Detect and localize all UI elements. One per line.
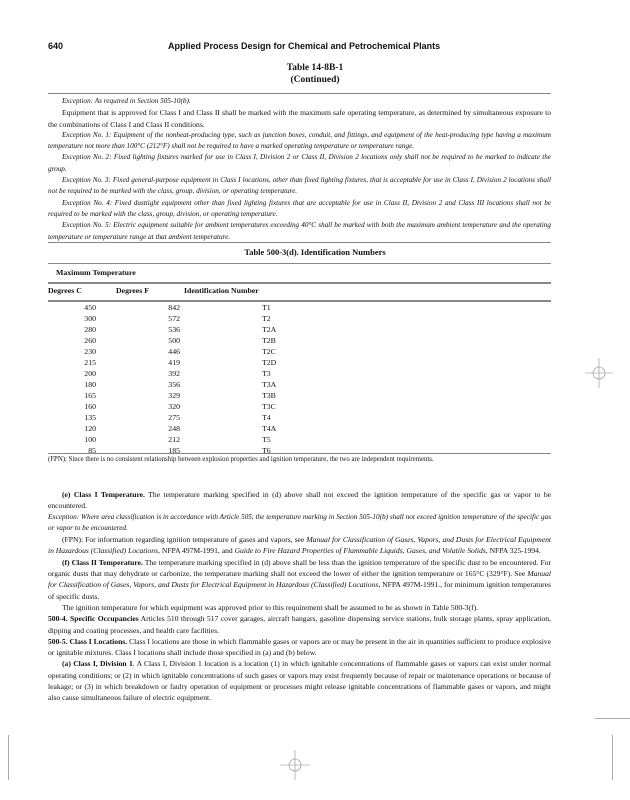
table-cell: 135 <box>84 413 96 422</box>
paragraph: Exception No. 2: Fixed lighting fixtures marked for use in Class I, Division 2 or Class II, Division 2 locations only shall not be required to be marked to indicate the group. <box>48 153 551 173</box>
table-row <box>48 302 276 313</box>
table-cell: 212 <box>168 435 180 444</box>
table-cell: 230 <box>84 347 96 356</box>
table-subtitle: (Continued) <box>290 75 340 85</box>
table-cell: T4A <box>262 424 277 433</box>
table-cell: 450 <box>84 303 96 312</box>
column-header: Degrees C <box>48 286 82 295</box>
table-cell: T4 <box>262 413 271 422</box>
section-label: 500-4. Specific Occupancies <box>48 614 139 624</box>
text: Manual for Classification of Gases, Vapors, and Dusts for Electrical Equipment in Hazardous (Classified) Locations <box>48 535 551 556</box>
section-label: (e) Class I Temperature. <box>62 490 145 499</box>
table-cell: T3A <box>262 380 277 389</box>
running-title: Applied Process Design for Chemical and Petrochemical Plants <box>168 41 441 51</box>
paragraph: Equipment that is approved for Class I and Class II shall be marked with the maximum safe operating temperature, as determined by simultaneous exposure to the combinations of Class I and Class II conditions. <box>48 108 551 129</box>
table-row <box>48 346 276 357</box>
divider <box>48 282 551 284</box>
table-row <box>48 423 276 434</box>
table-cell: T3C <box>262 402 276 411</box>
table-cell: 120 <box>84 424 96 433</box>
divider <box>48 93 551 94</box>
table-cell: 185 <box>168 446 180 455</box>
divider <box>48 453 551 454</box>
page-number: 640 <box>48 41 64 51</box>
table-cell: 500 <box>168 336 180 345</box>
text: , NFPA 497M-1991, and <box>158 546 235 556</box>
section-label: (f) Class II Temperature. <box>62 557 143 567</box>
paragraph: Exception No. 4: Fixed dusttight equipment other than fixed lighting fixtures that are acceptable for use in Class II, Division 2 and Class III locations shall not be required to be marked with the class, group, division, or operating temperature. <box>48 198 551 218</box>
table-cell: 419 <box>168 358 180 367</box>
paragraph: Exception No. 1: Equipment of the nonheat-producing type, such as junction boxes, conduit, and fittings, and equipment of the heat-producing type having a maximum temperature not more than 100°C (212°F) shall not be required to have a marked operating temperature or temperature range. <box>48 130 551 151</box>
table-cell: 275 <box>168 413 180 422</box>
table-cell: 180 <box>84 380 96 389</box>
text: Class I locations are those in which flammable gases or vapors are or may be present in the air in quantities sufficient to produce explosive or ignitable mixtures. Class I locations shall include those specified in (a) and (b) below. <box>48 636 552 658</box>
table-row <box>48 324 276 335</box>
text: , NFPA 497M-1991., for minimum ignition temperatures of specific dusts. <box>48 580 551 601</box>
text: The temperature marking specified in (d) above shall not exceed the ignition temperature of the specific gas or vapor to be encountered. <box>48 490 552 511</box>
table-row <box>48 357 276 368</box>
table-cell: T3 <box>262 369 271 378</box>
table-cell: T2D <box>262 358 277 367</box>
paragraph: Exception No. 5: Electric equipment suitable for ambient temperatures exceeding 40°C shall be marked with both the maximum ambient temperature and the operating temperature or temperature range at that ambient temperature. <box>48 221 551 241</box>
table-cell: 100 <box>84 435 96 444</box>
table-cell: 320 <box>168 402 180 411</box>
table-row <box>48 401 276 412</box>
registration-mark-icon <box>280 750 310 780</box>
table-cell: T2B <box>262 336 276 345</box>
table-continued-text <box>48 96 551 243</box>
text: Articles 510 through 517 cover garages, aircraft hangars, gasoline dispensing service stations, bulk storage plants, spray application, dipping and coating processes, and health care facilities. <box>48 614 551 635</box>
text: , NFPA 325-1994. <box>485 546 541 556</box>
table-cell: 160 <box>84 402 96 411</box>
table-cell: T2A <box>262 325 277 334</box>
table-cell: T2 <box>262 314 271 323</box>
text: (FPN): For information regarding ignition temperature of gases and vapors, see <box>62 535 307 545</box>
table-row <box>48 335 276 346</box>
text: Manual for Classification of Gases, Vapors, and Dusts for Electrical Equipment in Hazardous (Classified) Locations <box>48 569 551 590</box>
divider <box>48 263 551 264</box>
table-row <box>48 368 276 379</box>
column-header: Identification Number <box>184 286 259 295</box>
table-row <box>48 313 276 324</box>
table-cell: T6 <box>262 446 271 455</box>
registration-mark-icon <box>585 358 613 388</box>
table-cell: 842 <box>168 303 180 312</box>
table-cell: 329 <box>168 391 180 400</box>
table-cell: T1 <box>262 303 271 312</box>
text: The temperature marking specified in (d) above shall be less than the ignition temperature of the specific dust to be encountered. For organic dusts that may dehydrate or carbonize, the temperature marking shall not exceed the lower of either the ignition temperature or 165°C (329°F). See <box>48 557 551 579</box>
table-footnote: (FPN): Since there is no consistent relationship between explosion properties and ignition temperature, the two are independent requirements. <box>48 456 434 463</box>
paragraph: Exception No. 3: Fixed general-purpose equipment in Class I locations, other than fixed lighting fixtures, that is acceptable for use in Class I, Division 2 locations shall not be required to be marked with the class, group, division, or operating temperature. <box>48 176 551 196</box>
section-label: 500-5. Class I Locations. <box>48 636 128 646</box>
identification-table <box>48 302 276 456</box>
table-cell: 572 <box>168 314 180 323</box>
divider <box>48 242 551 243</box>
group-header: Maximum Temperature <box>56 268 136 277</box>
table-cell: 280 <box>84 325 96 334</box>
crop-mark <box>595 718 630 719</box>
table-cell: 356 <box>168 380 180 389</box>
table-row <box>48 445 276 456</box>
crop-mark <box>612 735 613 780</box>
table-cell: 215 <box>84 358 96 367</box>
table-title: Table 14-8B-1 <box>286 63 344 73</box>
text: . A Class I, Division 1 location is a location (1) in which ignitable concentrations of flammable gases or vapors can exist under normal operating conditions; or (2) in which ignitable concentrations of such gases or vapors may exist frequently because of repair or maintenance operations or because of leakage; or (3) in which breakdown or faulty operation of equipment or processes might release ignitable concentrations of flammable gases or vapors, and might also cause simultaneous failure of electric equipment. <box>48 659 551 703</box>
table-cell: T2C <box>262 347 276 356</box>
table-cell: 165 <box>84 391 96 400</box>
table-row <box>48 390 276 401</box>
section-label: (a) Class I, Division 1 <box>62 659 133 669</box>
text: Guide to Fire Hazard Properties of Flammable Liquids, Gases, and Volatile Solids <box>234 546 486 556</box>
table-cell: 392 <box>168 369 180 378</box>
table-cell: 260 <box>84 336 96 345</box>
crop-mark <box>8 735 9 780</box>
table-cell: 536 <box>168 325 180 334</box>
table-cell: 85 <box>88 446 96 455</box>
table-title: Table 500-3(d). Identification Numbers <box>244 247 386 257</box>
table-cell: 248 <box>168 424 180 433</box>
table-cell: 300 <box>84 314 96 323</box>
body-text <box>48 489 551 704</box>
paragraph: Exception: As required in Section 505-10(b). <box>62 97 191 105</box>
table-cell: 446 <box>168 347 180 356</box>
paragraph: The ignition temperature for which equipment was approved prior to this requirement shall be assumed to be as shown in Table 500-3(f). <box>62 602 479 612</box>
table-row <box>48 379 276 390</box>
exception: Exception: Where area classification is in accordance with Article 505, the temperature marking in Section 505-10(b) shall not exceed ignition temperature of the specific gas or vapor to be encountered. <box>48 512 551 532</box>
table-row <box>48 434 276 445</box>
table-cell: T3B <box>262 391 276 400</box>
table-cell: 200 <box>84 369 96 378</box>
table-row <box>48 412 276 423</box>
table-cell: T5 <box>262 435 271 444</box>
column-header: Degrees F <box>116 286 149 295</box>
